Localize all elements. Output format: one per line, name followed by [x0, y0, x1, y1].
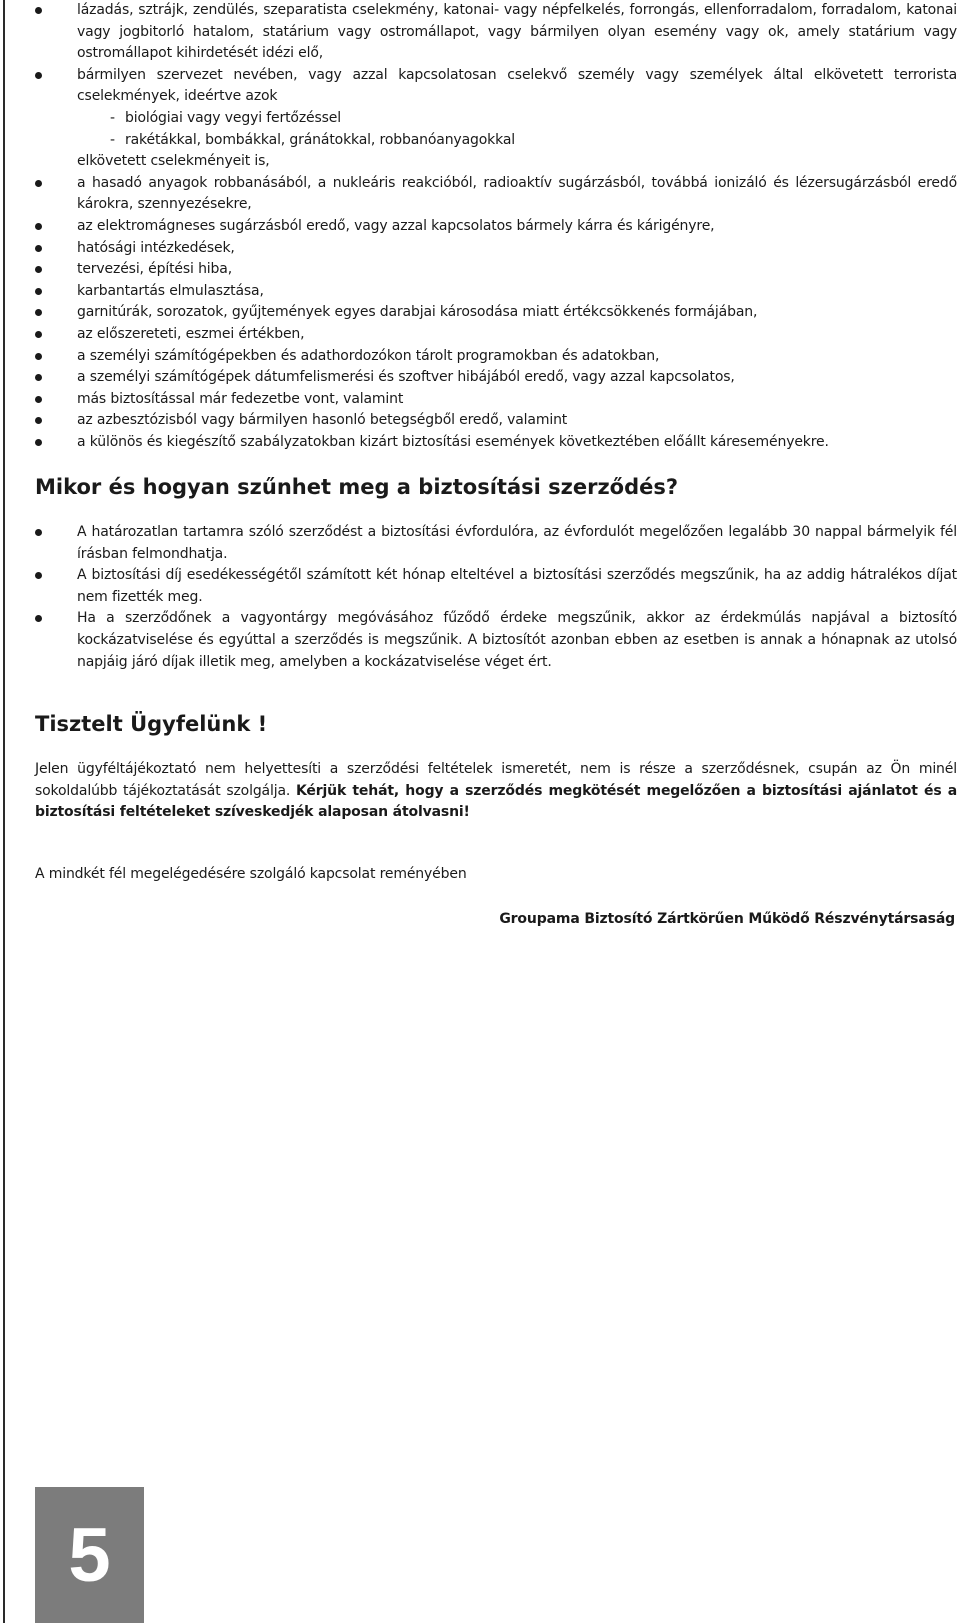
sub-item [77, 130, 957, 152]
exclusion-text: a személyi számítógépekben és adathordozókon tárolt programokban és adatokban, [77, 347, 660, 364]
page-number: 5 [68, 1513, 111, 1598]
list-item [35, 389, 957, 411]
exclusion-text: a különös és kiegészítő szabályzatokban kizárt biztosítási események következtében előállt káreseményekre. [77, 433, 829, 450]
termination-text: Ha a szerződőnek a vagyontárgy megóvásához fűződő érdeke megszűnik, akkor az érdekmúlás napjával a biztosító kockázatviselése és egyúttal a szerződés is megszűnik. A biztosítót azonban ebben az esetben is annak a hónapnak az utolsó napjáig járó díjak illetik meg, amelyben a kockázatviselése véget ért. [77, 610, 957, 670]
closing-line: A mindkét fél megelégedésére szolgáló kapcsolat reményében [35, 866, 467, 882]
sub-item-text: biológiai vagy vegyi fertőzéssel [125, 109, 341, 126]
exclusion-text: a személyi számítógépek dátumfelismerési és szoftver hibájából eredő, vagy azzal kapcsolatos, [77, 369, 735, 386]
company-signature: Groupama Biztosító Zártkörűen Működő Részvénytársaság [499, 911, 955, 927]
dash-marker: - [110, 131, 115, 148]
page-content [35, 0, 957, 927]
exclusions-list [35, 0, 957, 453]
termination-list [35, 522, 957, 673]
exclusion-text: elkövetett cselekményeit is, [77, 153, 270, 170]
list-item [35, 0, 957, 65]
notice-paragraph [35, 759, 957, 824]
termination-section [35, 522, 957, 673]
left-margin-rule [3, 0, 5, 1623]
list-item [35, 173, 957, 216]
exclusion-text: lázadás, sztrájk, zendülés, szeparatista cselekmény, katonai- vagy népfelkelés, forrongás, ellenforradalom, forradalom, katonai vagy jogbitorló hatalom, statárium vagy ostromállapot, vagy bármilyen olyan esemény vagy ok, amely statárium vagy ostromállapot kihirdetését idézi elő, [77, 2, 957, 62]
notice-text: Jelen ügyféltájékoztató nem helyettesíti a szerződési feltételek ismeretét, nem is része a szerződésnek, csupán az Ön minél sokoldalúbb tájékoztatását szolgálja. [35, 761, 957, 799]
page-number-box [35, 1487, 144, 1623]
termination-text: A határozatlan tartamra szóló szerződést a biztosítási évfordulóra, az évfordulót megelőzően legalább 30 nappal bármelyik fél írásban felmondhatja. [77, 524, 957, 562]
exclusion-text: hatósági intézkedések, [77, 239, 235, 256]
exclusion-text: az előszereteti, eszmei értékben, [77, 325, 305, 342]
exclusion-text: az azbesztózisból vagy bármilyen hasonló betegségből eredő, valamint [77, 412, 568, 429]
list-item [35, 302, 957, 324]
exclusion-text: más biztosítással már fedezetbe vont, valamint [77, 390, 404, 407]
greeting-heading: Tisztelt Ügyfelünk ! [35, 712, 268, 736]
list-item [35, 367, 957, 389]
exclusion-text: a hasadó anyagok robbanásából, a nukleáris reakcióból, radioaktív sugárzásból, továbbá ionizáló és lézersugárzásból eredő károkra, szennyezésekre, [77, 174, 957, 213]
list-item [35, 565, 957, 608]
list-item [35, 432, 957, 454]
list-item [35, 259, 957, 281]
exclusion-text: garnitúrák, sorozatok, gyűjtemények egyes darabjai károsodása miatt értékcsökkenés formájában, [77, 304, 758, 321]
list-item [35, 410, 957, 432]
sub-item-text: rakétákkal, bombákkal, gránátokkal, robbanóanyagokkal [125, 131, 515, 148]
exclusion-text: karbantartás elmulasztása, [77, 282, 264, 299]
notice-bold-text: Kérjük tehát, hogy a szerződés megkötését megelőzően a biztosítási ajánlatot és a biztosítási feltételeket szíveskedjék alaposan átolvasni! [35, 782, 957, 821]
exclusion-text: bármilyen szervezet nevében, vagy azzal kapcsolatosan cselekvő személy vagy személyek által elkövetett terrorista cselekmények, ideértve azok [77, 66, 957, 105]
list-item [35, 324, 957, 346]
exclusion-text: tervezési, építési hiba, [77, 261, 233, 278]
list-item [35, 281, 957, 303]
termination-heading: Mikor és hogyan szűnhet meg a biztosítási szerződés? [35, 475, 679, 499]
list-item [35, 522, 957, 565]
list-item [35, 65, 957, 173]
termination-text: A biztosítási díj esedékességétől számított két hónap elteltével a biztosítási szerződés megszűnik, ha az addig hátralékos díjat nem fizették meg. [77, 567, 957, 605]
list-item [35, 238, 957, 260]
list-item [35, 608, 957, 673]
dash-marker: - [110, 109, 115, 126]
sub-item [77, 108, 957, 130]
list-item [35, 346, 957, 368]
list-item [35, 216, 957, 238]
exclusion-text: az elektromágneses sugárzásból eredő, vagy azzal kapcsolatos bármely kárra és kárigényre, [77, 217, 715, 234]
